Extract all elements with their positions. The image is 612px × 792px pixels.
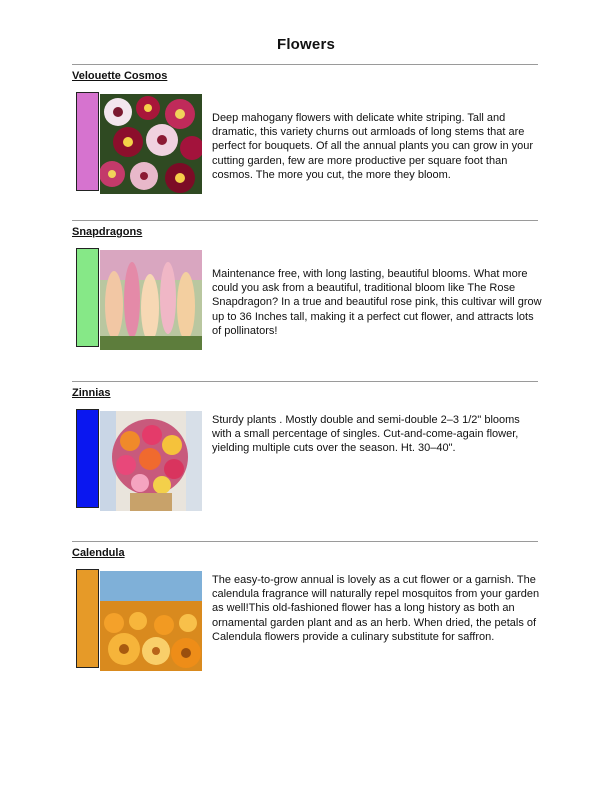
section-heading: Zinnias	[72, 387, 111, 399]
color-swatch	[76, 409, 99, 508]
section-heading: Velouette Cosmos	[72, 70, 168, 82]
section-velouette-cosmos	[72, 64, 538, 194]
section-snapdragons	[72, 220, 542, 350]
section-divider	[72, 381, 538, 382]
section-calendula	[72, 541, 538, 671]
section-divider	[72, 541, 538, 542]
section-heading: Snapdragons	[72, 226, 143, 238]
calendula-photo	[100, 571, 202, 671]
page-title: Flowers	[276, 36, 336, 53]
zinnia-photo	[100, 411, 202, 511]
section-heading: Calendula	[72, 547, 125, 559]
cosmos-photo	[100, 94, 202, 194]
color-swatch	[76, 92, 99, 191]
color-swatch	[76, 569, 99, 668]
section-description: Deep mahogany flowers with delicate white striping. Tall and dramatic, this variety churns out armloads of long stems that are perfect for bouquets. Of all the annual plants you can grow in your cutting garden, few are more productive per square foot than cosmos. The more you cut, the more they bloom.	[212, 112, 534, 181]
section-divider	[72, 220, 538, 221]
color-swatch	[76, 248, 99, 347]
section-divider	[72, 64, 538, 65]
snapdragon-photo	[100, 250, 202, 350]
section-description: Maintenance free, with long lasting, beautiful blooms. What more could you ask from a beautiful, traditional bloom like The Rose Snapdragon? In a true and beautiful rose pink, this cultivar will grow up to 36 Inches tall, making it a perfect cut flower, and attracts lots of pollinators!	[212, 268, 542, 337]
section-description: The easy-to-grow annual is lovely as a cut flower or a garnish. The calendula fragrance will naturally repel mosquitos from your garden as well!This old-fashioned flower has a long history as both an ornamental garden plant and as an herb. When dried, the petals of Calendula flowers provide a culinary substitute for saffron.	[212, 574, 540, 643]
section-zinnias	[72, 381, 538, 511]
section-description: Sturdy plants . Mostly double and semi-double 2–3 1/2" blooms with a small percentage of singles. Cut-and-come-again flower, yielding multiple cuts over the season. Ht. 30–40".	[212, 414, 520, 455]
